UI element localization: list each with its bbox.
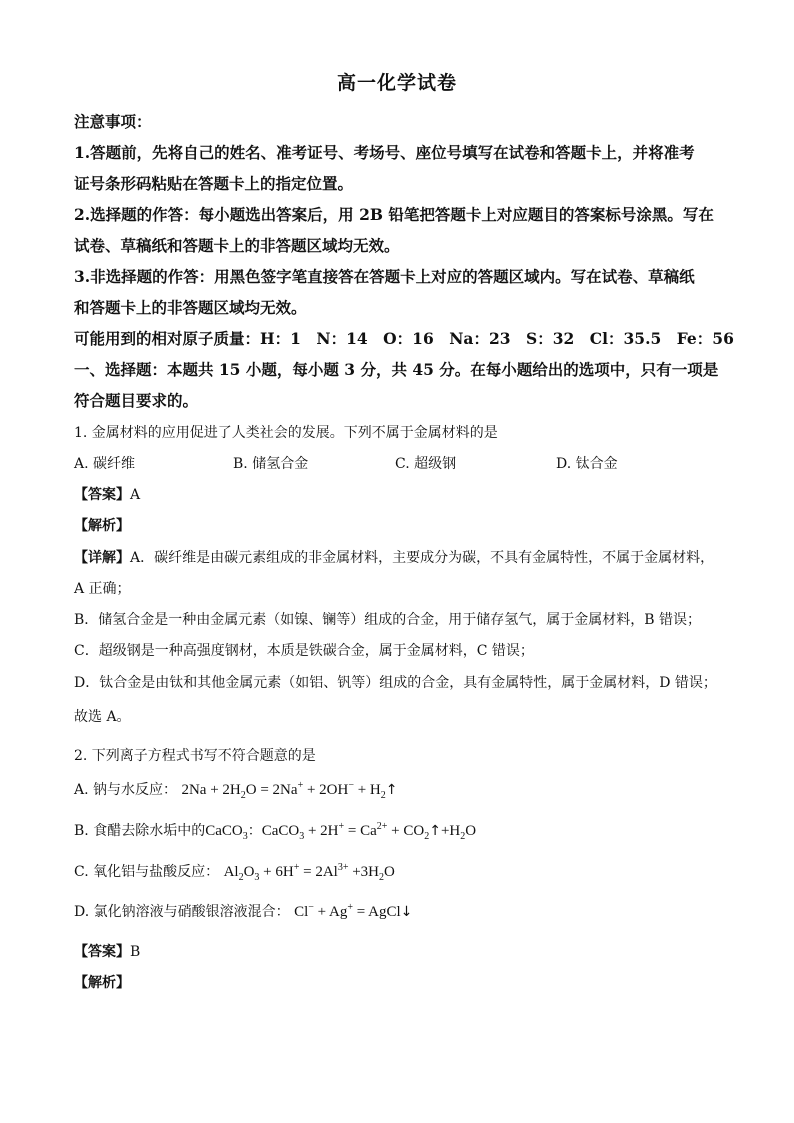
page-title: 高一化学试卷 [336, 72, 457, 94]
analysis-tag: 【解析】 [74, 975, 130, 991]
q2-option-a-equation: $2Na + 2H_2O = 2Na^+ + 2OH^-$ + $H_2↑$ [181, 780, 398, 801]
q2-option-d [74, 901, 412, 921]
notice-line-3a: 3.非选择题的作答：用黑色签字笔直接答在答题卡上对应的答题区域内。写在试卷、草稿纸 [74, 267, 695, 286]
notice-line-2b: 试卷、草稿纸和答题卡上的非答题区域均无效。 [74, 236, 400, 255]
notice-line-3b: 和答题卡上的非答题区域均无效。 [74, 298, 307, 317]
detail-tag: 【详解】 [74, 550, 130, 566]
q2-option-b-formula: CaCO$_3$ [205, 823, 248, 842]
q2-option-c-label: C. 氧化铝与盐酸反应： [74, 864, 220, 880]
q2-option-d-equation: Cl− + Ag+ = AgCl↓ [294, 902, 413, 920]
q2-option-c [74, 861, 395, 883]
q1-detail-4: D．钛合金是由钛和其他金属元素（如铝、钒等）组成的合金，具有金属特性，属于金属材料，D 错误； [74, 675, 717, 691]
q1-option-c: C. 超级钢 [395, 456, 457, 472]
answer-tag: 【答案】 [74, 944, 130, 960]
answer-value: A [130, 487, 141, 503]
q2-option-b-equation: CaCO$_3$ + $2H^+ = Ca^{2+}$ + $CO_2↑+H_2O$ [261, 821, 477, 842]
q2-analysis [74, 972, 130, 992]
q2-stem: 2. 下列离子方程式书写不符合题意的是 [74, 748, 316, 764]
q2-option-b: B. 食醋去除水垢中的CaCO$_3$：CaCO$_3$ + $2H^+ = Ca^{2+}$ + $CO_2↑+H_2O$ [74, 821, 477, 842]
q1-analysis [74, 515, 130, 535]
q1-option-b: B. 储氢合金 [233, 456, 309, 472]
q1-conclusion: 故选 A。 [74, 709, 131, 725]
section-1-line-b: 符合题目要求的。 [74, 391, 199, 410]
q2-option-b-label: B. 食醋去除水垢中的 [74, 823, 206, 839]
section-1-line-a: 一、选择题：本题共 15 小题，每小题 3 分，共 45 分。在每小题给出的选项中，只有一项是 [74, 360, 719, 379]
q1-detail-2: B．储氢合金是一种由金属元素（如镍、镧等）组成的合金，用于储存氢气，属于金属材料，B 错误； [74, 612, 702, 628]
q1-stem: 1. 金属材料的应用促进了人类社会的发展。下列不属于金属材料的是 [74, 425, 498, 441]
q2-option-c-equation: $Al_2O_3 + 6H^+ = 2Al^{3+} +3H_2O$ [223, 862, 395, 883]
answer-tag: 【答案】 [74, 487, 130, 503]
q1-answer [74, 484, 140, 504]
notice-line-1b: 证号条形码粘贴在答题卡上的指定位置。 [74, 174, 354, 193]
notice-line-2a: 2.选择题的作答：每小题选出答案后，用 2B 铅笔把答题卡上对应题目的答案标号涂黑。写在 [74, 205, 714, 224]
q1-detail-3: C．超级钢是一种高强度钢材，本质是铁碳合金，属于金属材料，C 错误； [74, 643, 534, 659]
answer-value: B [130, 944, 141, 960]
q2-option-a [74, 779, 398, 801]
q1-detail-1a [74, 547, 714, 567]
q2-answer [74, 941, 140, 961]
q2-option-a-label: A. 钠与水反应： [74, 782, 178, 798]
q1-option-a: A. 碳纤维 [74, 456, 136, 472]
detail-text: A．碳纤维是由碳元素组成的非金属材料，主要成分为碳，不具有金属特性，不属于金属材料， [130, 550, 715, 566]
analysis-tag: 【解析】 [74, 518, 130, 534]
notice-heading: 注意事项： [74, 112, 152, 131]
q2-option-d-label: D. 氯化钠溶液与硝酸银溶液混合： [74, 904, 290, 920]
atomic-mass-line: 可能用到的相对原子质量：H：1 N：14 O：16 Na：23 S：32 Cl：35.5 Fe：56 [74, 329, 734, 348]
notice-line-1a: 1.答题前，先将自己的姓名、准考证号、考场号、座位号填写在试卷和答题卡上，并将准考 [74, 143, 695, 162]
q1-option-d: D. 钛合金 [556, 456, 618, 472]
q1-detail-1b: A 正确； [74, 581, 131, 597]
